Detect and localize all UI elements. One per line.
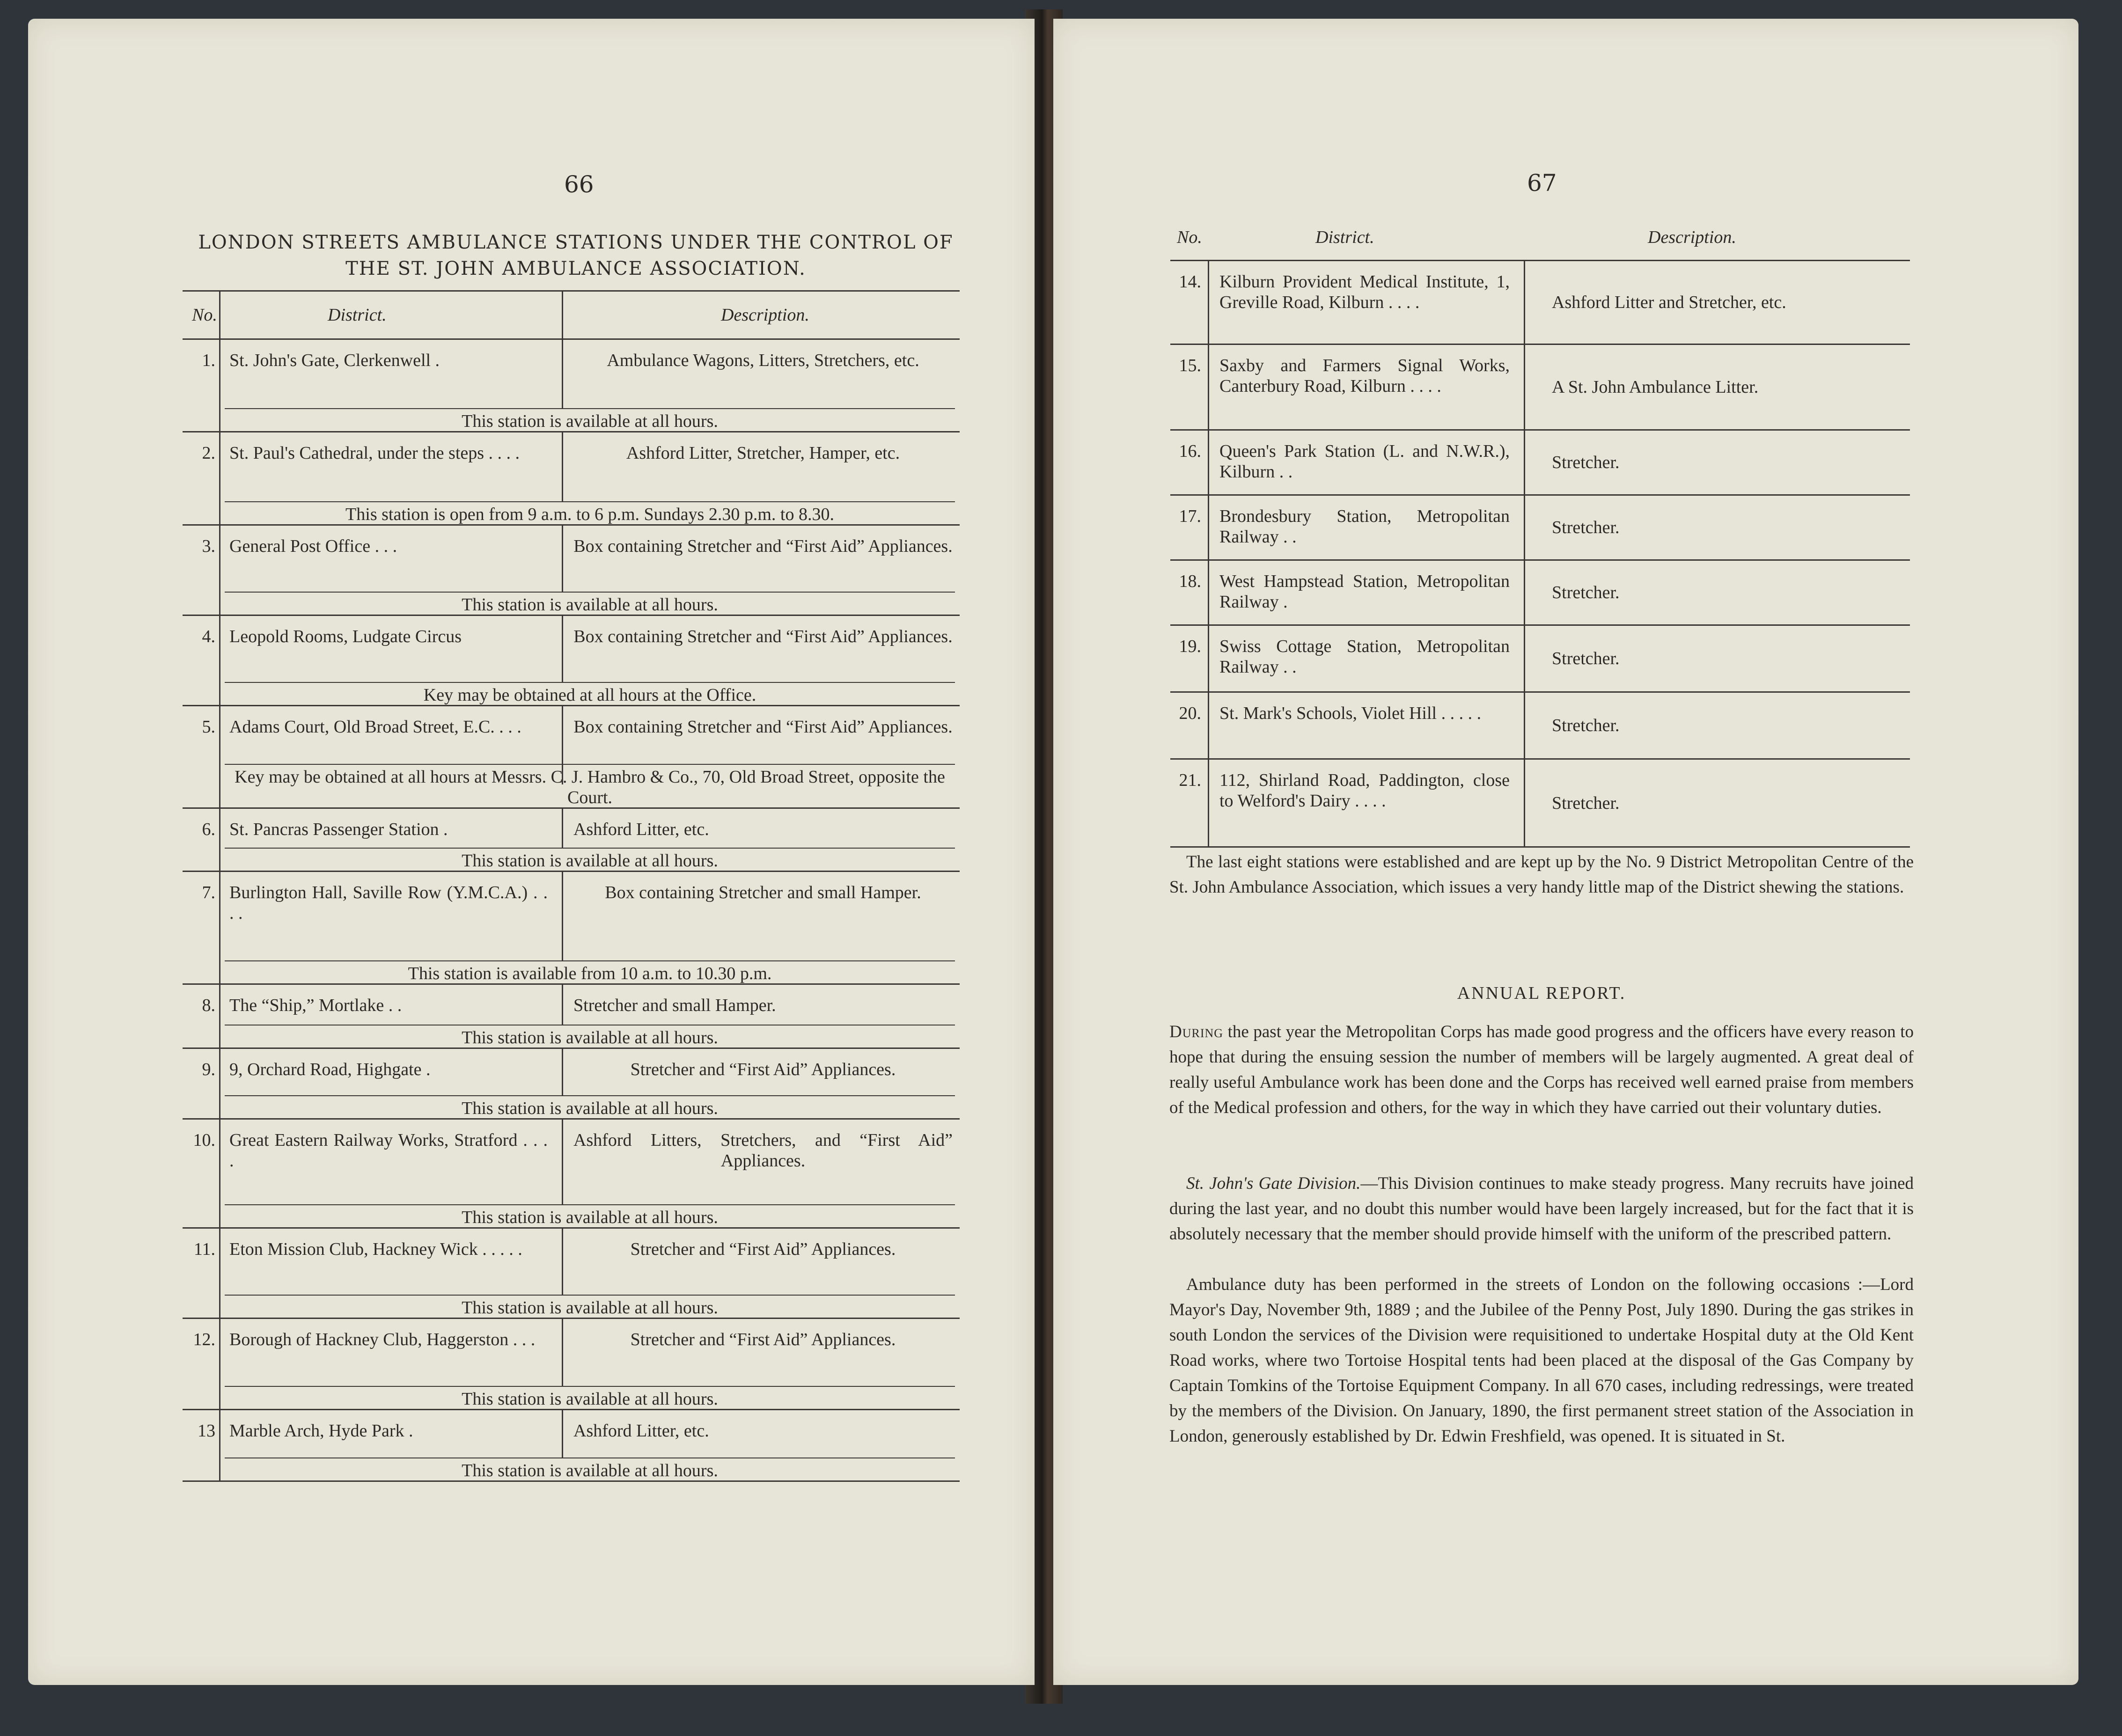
- station-description: Stretcher.: [1552, 518, 1620, 537]
- station-description: Stretcher and “First Aid” Appliances.: [630, 1060, 896, 1079]
- column-divider: [562, 1120, 563, 1204]
- station-district: Saxby and Farmers Signal Works, Canterbury Road, Kilburn . . . .: [1219, 356, 1510, 396]
- station-district: Marble Arch, Hyde Park .: [229, 1421, 413, 1441]
- column-divider: [562, 432, 563, 501]
- column-divider: [219, 340, 220, 431]
- closing-paragraph: The last eight stations were established and are kept up by the No. 9 District Metropolitan Centre of the St. John Ambulance Association, which issues a very handy little map of the District shewing the stations.: [1169, 852, 1914, 897]
- station-description: Box containing Stretcher and “First Aid” Appliances.: [573, 717, 953, 737]
- station-district: Burlington Hall, Saville Row (Y.M.C.A.) . . . .: [229, 883, 548, 923]
- report-paragraph-1: [1169, 1019, 1914, 1121]
- table-row: [183, 872, 960, 985]
- page-number-left: 66: [564, 171, 594, 198]
- title-line-1: LONDON STREETS AMBULANCE STATIONS UNDER THE CONTROL OF: [198, 232, 954, 253]
- column-divider: [219, 1319, 220, 1409]
- station-description: Stretcher.: [1552, 583, 1620, 602]
- header-no: No.: [192, 305, 217, 325]
- column-divider: [562, 1319, 563, 1386]
- column-divider: [219, 1229, 220, 1318]
- table-row: [183, 809, 960, 872]
- table-row: [1170, 345, 1910, 431]
- station-district: Leopold Rooms, Ludgate Circus: [229, 627, 462, 646]
- table-row: [1170, 431, 1910, 496]
- column-divider: [219, 1049, 220, 1118]
- station-number: 9.: [202, 1060, 215, 1079]
- station-availability-note: This station is available at all hours.: [225, 408, 955, 432]
- station-availability-note: This station is available at all hours.: [225, 848, 955, 871]
- table-row: [1170, 626, 1910, 693]
- table-row: [1170, 760, 1910, 848]
- table-row: [183, 526, 960, 616]
- column-divider: [219, 1120, 220, 1227]
- station-description: Stretcher and “First Aid” Appliances.: [630, 1330, 896, 1349]
- title-line-2: THE ST. JOHN AMBULANCE ASSOCIATION.: [345, 258, 806, 279]
- table-row: [183, 1319, 960, 1410]
- station-description: Stretcher.: [1552, 453, 1620, 472]
- station-description: Stretcher and small Hamper.: [573, 996, 776, 1015]
- station-district: St. John's Gate, Clerkenwell .: [229, 351, 440, 370]
- station-number: 11.: [193, 1239, 215, 1259]
- station-availability-note: This station is available at all hours.: [225, 1386, 955, 1409]
- column-divider: [1208, 496, 1209, 559]
- column-divider: [219, 872, 220, 983]
- table-header: [1170, 222, 1910, 261]
- station-number: 18.: [1179, 571, 1201, 591]
- column-divider: [1524, 261, 1525, 344]
- stations-table-left: [183, 290, 960, 1482]
- column-divider: [1524, 626, 1525, 691]
- station-district: Kilburn Provident Medical Institute, 1, Greville Road, Kilburn . . . .: [1219, 272, 1510, 312]
- station-description: Stretcher and “First Aid” Appliances.: [630, 1239, 896, 1259]
- station-number: 15.: [1179, 356, 1201, 375]
- table-row: [183, 1120, 960, 1229]
- column-divider: [219, 1410, 220, 1480]
- station-district: St. Mark's Schools, Violet Hill . . . . .: [1219, 703, 1482, 723]
- station-number: 5.: [202, 717, 215, 737]
- station-description: Box containing Stretcher and small Hamper.: [605, 883, 921, 902]
- station-district: Adams Court, Old Broad Street, E.C. . . .: [229, 717, 521, 737]
- column-divider: [1524, 496, 1525, 559]
- station-district: West Hampstead Station, Metropolitan Railway .: [1219, 571, 1510, 612]
- station-availability-note: Key may be obtained at all hours at the Office.: [225, 682, 955, 705]
- station-availability-note: This station is available at all hours.: [225, 592, 955, 615]
- column-divider: [562, 1049, 563, 1095]
- column-divider: [562, 872, 563, 960]
- table-row: [183, 1049, 960, 1120]
- column-divider: [1208, 561, 1209, 624]
- station-number: 21.: [1179, 770, 1201, 790]
- station-number: 13: [198, 1421, 215, 1441]
- station-description: Ambulance Wagons, Litters, Stretchers, etc.: [607, 351, 919, 370]
- column-divider: [219, 809, 220, 871]
- paragraph-lead: During: [1169, 1022, 1224, 1041]
- column-divider: [219, 432, 220, 524]
- column-divider: [219, 526, 220, 615]
- station-availability-note: This station is available from 10 a.m. to 10.30 p.m.: [225, 960, 955, 984]
- station-number: 3.: [202, 536, 215, 556]
- station-description: A St. John Ambulance Litter.: [1552, 377, 1759, 397]
- column-divider: [1524, 693, 1525, 758]
- station-district: The “Ship,” Mortlake . .: [229, 996, 402, 1015]
- column-divider: [1208, 693, 1209, 758]
- table-row: [183, 985, 960, 1049]
- station-number: 14.: [1179, 272, 1201, 292]
- station-number: 20.: [1179, 703, 1201, 723]
- division-name: St. John's Gate Division.: [1186, 1174, 1361, 1193]
- station-district: Queen's Park Station (L. and N.W.R.), Kilburn . .: [1219, 441, 1510, 482]
- column-divider: [1524, 431, 1525, 494]
- column-divider: [562, 1229, 563, 1295]
- column-divider: [562, 809, 563, 848]
- report-paragraph-3: Ambulance duty has been performed in the streets of London on the following occasions :—Lord Mayor's Day, November 9th, 1889 ; and the Jubilee of the Penny Post, July 1890. During the gas strikes in south London the services of the Division were requisitioned to undertake Hospital duty at the Old Kent Road works, where two Tortoise Hospital tents had been placed at the disposal of the Gas Company by Captain Tomkins of the Tortoise Equipment Company. In all 670 cases, including redressings, were treated by the members of the Division. On January, 1890, the first permanent street station of the Association in London, generously established by Dr. Edwin Freshfield, was opened. It is situated in St.: [1169, 1275, 1914, 1446]
- table-row: [183, 1410, 960, 1482]
- column-divider: [219, 985, 220, 1047]
- station-district: 112, Shirland Road, Paddington, close to Welford's Dairy . . . .: [1219, 770, 1510, 811]
- station-district: Great Eastern Railway Works, Stratford . . . .: [229, 1130, 548, 1171]
- station-district: Borough of Hackney Club, Haggerston . . .: [229, 1330, 536, 1349]
- station-number: 17.: [1179, 506, 1201, 526]
- station-description: Ashford Litters, Stretchers, and “First Aid” Appliances.: [573, 1130, 953, 1171]
- station-district: St. Paul's Cathedral, under the steps . . . .: [229, 443, 520, 463]
- station-description: Ashford Litter, etc.: [573, 1421, 709, 1441]
- page-number-right: 67: [1527, 169, 1557, 197]
- table-row: [1170, 693, 1910, 760]
- page-title: [178, 229, 974, 282]
- station-number: 7.: [202, 883, 215, 902]
- header-description: Description.: [721, 305, 809, 325]
- column-divider: [562, 526, 563, 592]
- station-district: Swiss Cottage Station, Metropolitan Railway . .: [1219, 637, 1510, 677]
- header-district: District.: [1315, 227, 1374, 247]
- table-header: [183, 290, 960, 340]
- station-number: 2.: [202, 443, 215, 463]
- annual-report-heading: ANNUAL REPORT.: [1457, 983, 1626, 1003]
- header-no: No.: [1177, 227, 1202, 247]
- paragraph-body: the past year the Metropolitan Corps has made good progress and the officers have every reason to hope that during the ensuing session the number of members will be largely augmented. A great deal of really useful Ambulance work has been done and the Corps has received well earned praise from members of the Medical profession and others, for the way in which they have carried out their voluntary duties.: [1169, 1022, 1914, 1117]
- column-divider: [562, 1410, 563, 1458]
- table-row: [183, 706, 960, 809]
- column-divider: [1208, 626, 1209, 691]
- column-divider: [1208, 431, 1209, 494]
- station-availability-note: This station is available at all hours.: [225, 1458, 955, 1481]
- station-district: General Post Office . . .: [229, 536, 397, 556]
- station-number: 12.: [193, 1330, 215, 1349]
- station-availability-note: This station is available at all hours.: [225, 1025, 955, 1048]
- column-divider: [1524, 760, 1525, 846]
- station-district: 9, Orchard Road, Highgate .: [229, 1060, 431, 1079]
- header-district: District.: [328, 305, 387, 325]
- table-row: [1170, 261, 1910, 345]
- station-availability-note: This station is available at all hours.: [225, 1204, 955, 1228]
- station-number: 16.: [1179, 441, 1201, 461]
- header-description: Description.: [1648, 227, 1736, 247]
- station-number: 10.: [193, 1130, 215, 1150]
- column-divider: [562, 616, 563, 682]
- station-description: Box containing Stretcher and “First Aid” Appliances.: [573, 627, 953, 646]
- station-number: 19.: [1179, 637, 1201, 656]
- station-description: Stretcher.: [1552, 649, 1620, 668]
- station-number: 1.: [202, 351, 215, 370]
- station-district: St. Pancras Passenger Station .: [229, 820, 448, 839]
- column-divider: [562, 340, 563, 408]
- station-district: Eton Mission Club, Hackney Wick . . . . .: [229, 1239, 522, 1259]
- table-row: [183, 340, 960, 432]
- station-description: Ashford Litter and Stretcher, etc.: [1552, 293, 1786, 312]
- station-availability-note: This station is available at all hours.: [225, 1295, 955, 1318]
- table-row: [183, 1229, 960, 1319]
- station-number: 4.: [202, 627, 215, 646]
- column-divider: [1524, 345, 1525, 429]
- column-divider: [1208, 261, 1209, 344]
- table-row: [1170, 561, 1910, 626]
- station-description: Stretcher.: [1552, 793, 1620, 813]
- station-number: 6.: [202, 820, 215, 839]
- station-availability-note: This station is open from 9 a.m. to 6 p.m. Sundays 2.30 p.m. to 8.30.: [225, 501, 955, 525]
- table-row: [183, 616, 960, 706]
- station-description: Stretcher.: [1552, 716, 1620, 735]
- station-description: Ashford Litter, Stretcher, Hamper, etc.: [626, 443, 900, 463]
- paragraph-body: —This Division continues to make steady progress. Many recruits have joined during the last year, and no doubt this number would have been largely increased, but for the fact that it is absolutely necessary that the member should provide himself with the uniform of the prescribed pattern.: [1169, 1174, 1914, 1244]
- station-description: Box containing Stretcher and “First Aid” Appliances.: [573, 536, 953, 556]
- station-availability-note: This station is available at all hours.: [225, 1095, 955, 1119]
- table-row: [183, 432, 960, 526]
- column-divider: [1208, 760, 1209, 846]
- report-paragraph-2: [1169, 1171, 1914, 1247]
- station-description: Ashford Litter, etc.: [573, 820, 709, 839]
- column-divider: [1208, 345, 1209, 429]
- table-row: [1170, 496, 1910, 561]
- column-divider: [219, 706, 220, 807]
- column-divider: [219, 616, 220, 705]
- stations-table-right: [1170, 222, 1910, 848]
- station-number: 8.: [202, 996, 215, 1015]
- station-district: Brondesbury Station, Metropolitan Railway . .: [1219, 506, 1510, 547]
- column-divider: [1524, 561, 1525, 624]
- column-divider: [562, 985, 563, 1025]
- station-availability-note: Key may be obtained at all hours at Messrs. C. J. Hambro & Co., 70, Old Broad Street, opposite the Court.: [225, 764, 955, 808]
